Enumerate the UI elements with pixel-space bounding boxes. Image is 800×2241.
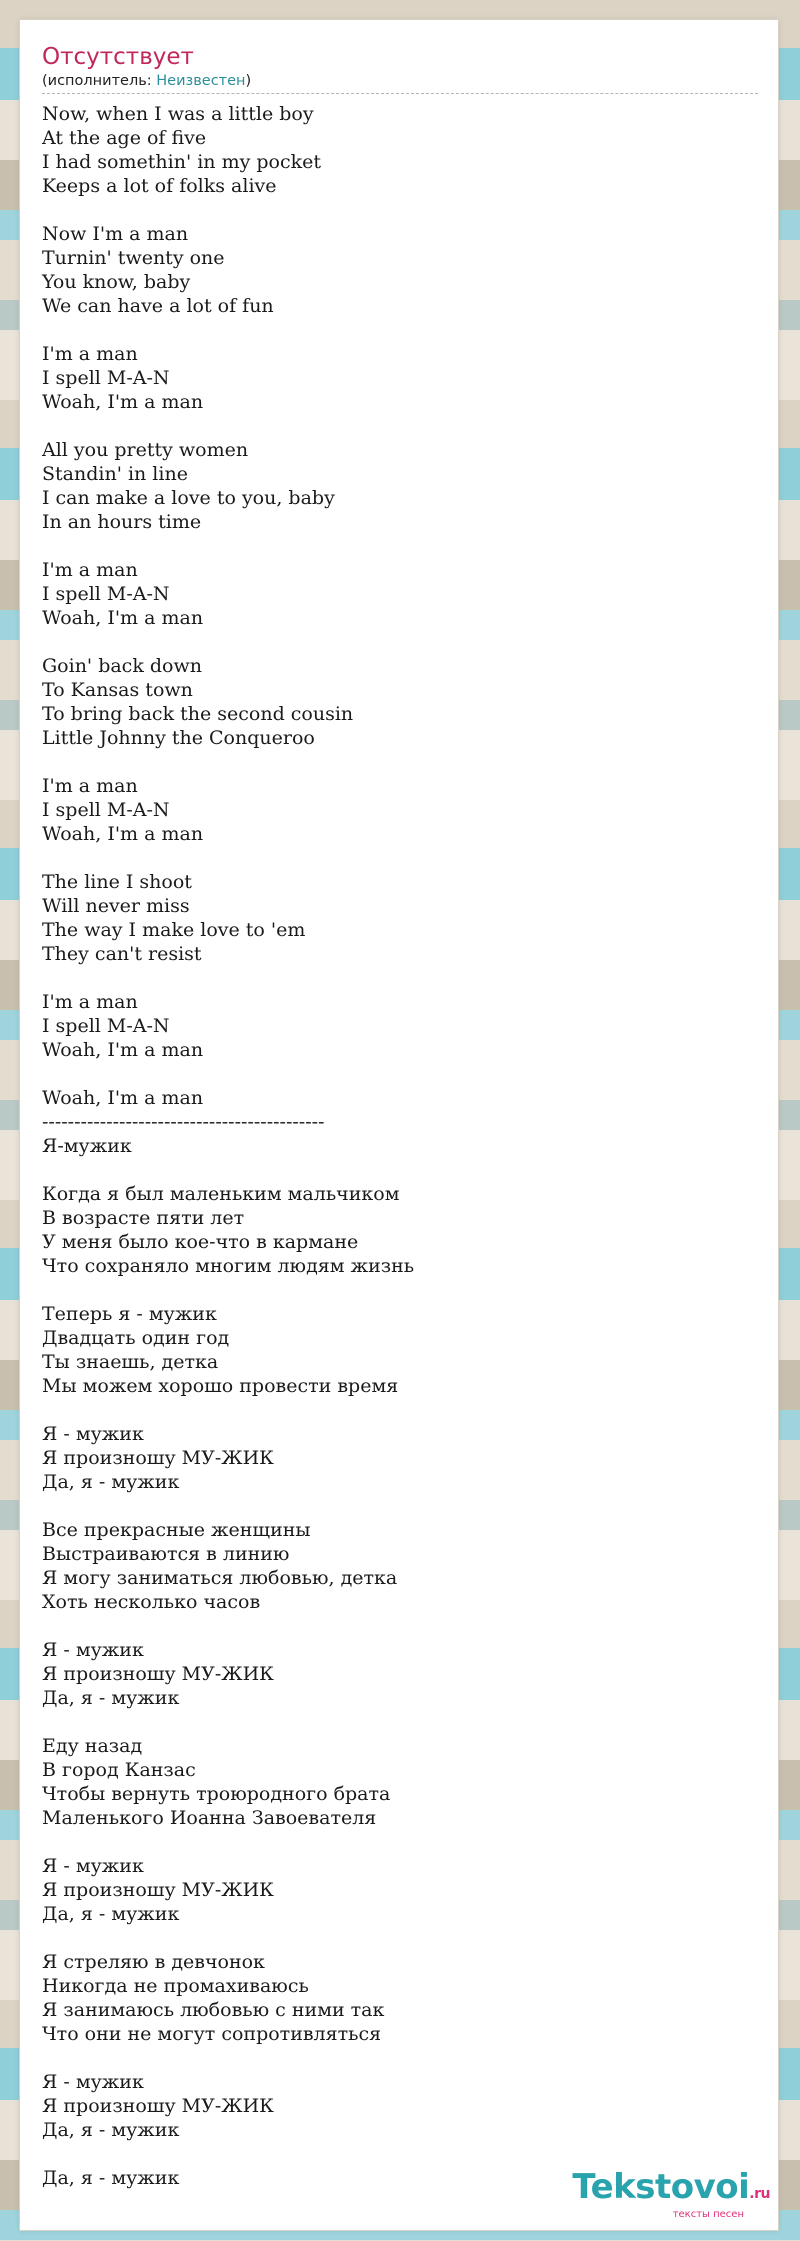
lyrics-content — [42, 42, 758, 2190]
logo-tld: .ru — [749, 2186, 770, 2202]
site-logo[interactable] — [572, 2169, 770, 2220]
lyrics-text: Now, when I was a little boy At the age of five I had somethin' in my pocket Keeps a lot of folks alive Now I'm a man Turnin' twenty one You know, baby We can have a lot of fun I'm a man I spell M-A-N Woah, I'm a man All you pretty women Standin' in line I can make a love to you, baby In an hours time I'm a man I spell M-A-N Woah, I'm a man Goin' back down To Kansas town To bring back the second cousin Little Johnny the Conqueroo I'm a man I spell M-A-N Woah, I'm a man The line I shoot Will never miss The way I make love to 'em They can't resist I'm a man I spell M-A-N Woah, I'm a man Woah, I'm a man -------------------------------------------- Я-мужик Когда я был маленьким мальчиком В возрасте пяти лет У меня было кое-что в кармане Что сохраняло многим людям жизнь Теперь я - мужик Двадцать один год Ты знаешь, детка Мы можем хорошо провести время Я - мужик Я произношу МУ-ЖИК Да, я - мужик Все прекрасные женщины Выстраиваются в линию Я могу заниматься любовью, детка Хоть несколько часов Я - мужик Я произношу МУ-ЖИК Да, я - мужик Еду назад В город Канзас Чтобы вернуть троюродного брата Маленького Иоанна Завоевателя Я - мужик Я произношу МУ-ЖИК Да, я - мужик Я стреляю в девчонок Никогда не промахиваюсь Я занимаюсь любовью с ними так Что они не могут сопротивляться Я - мужик Я произношу МУ-ЖИК Да, я - мужик Да, я - мужик — [42, 103, 415, 2189]
artist-link[interactable]: Неизвестен — [156, 73, 246, 89]
artist-line — [42, 72, 758, 94]
logo-tagline: тексты песен — [672, 2209, 744, 2220]
song-title: Отсутствует — [42, 44, 194, 70]
artist-suffix: ) — [245, 73, 252, 89]
artist-prefix: (исполнитель: — [42, 73, 157, 89]
logo-name: Tekstovoi — [572, 2167, 750, 2207]
page-frame — [20, 20, 778, 2230]
